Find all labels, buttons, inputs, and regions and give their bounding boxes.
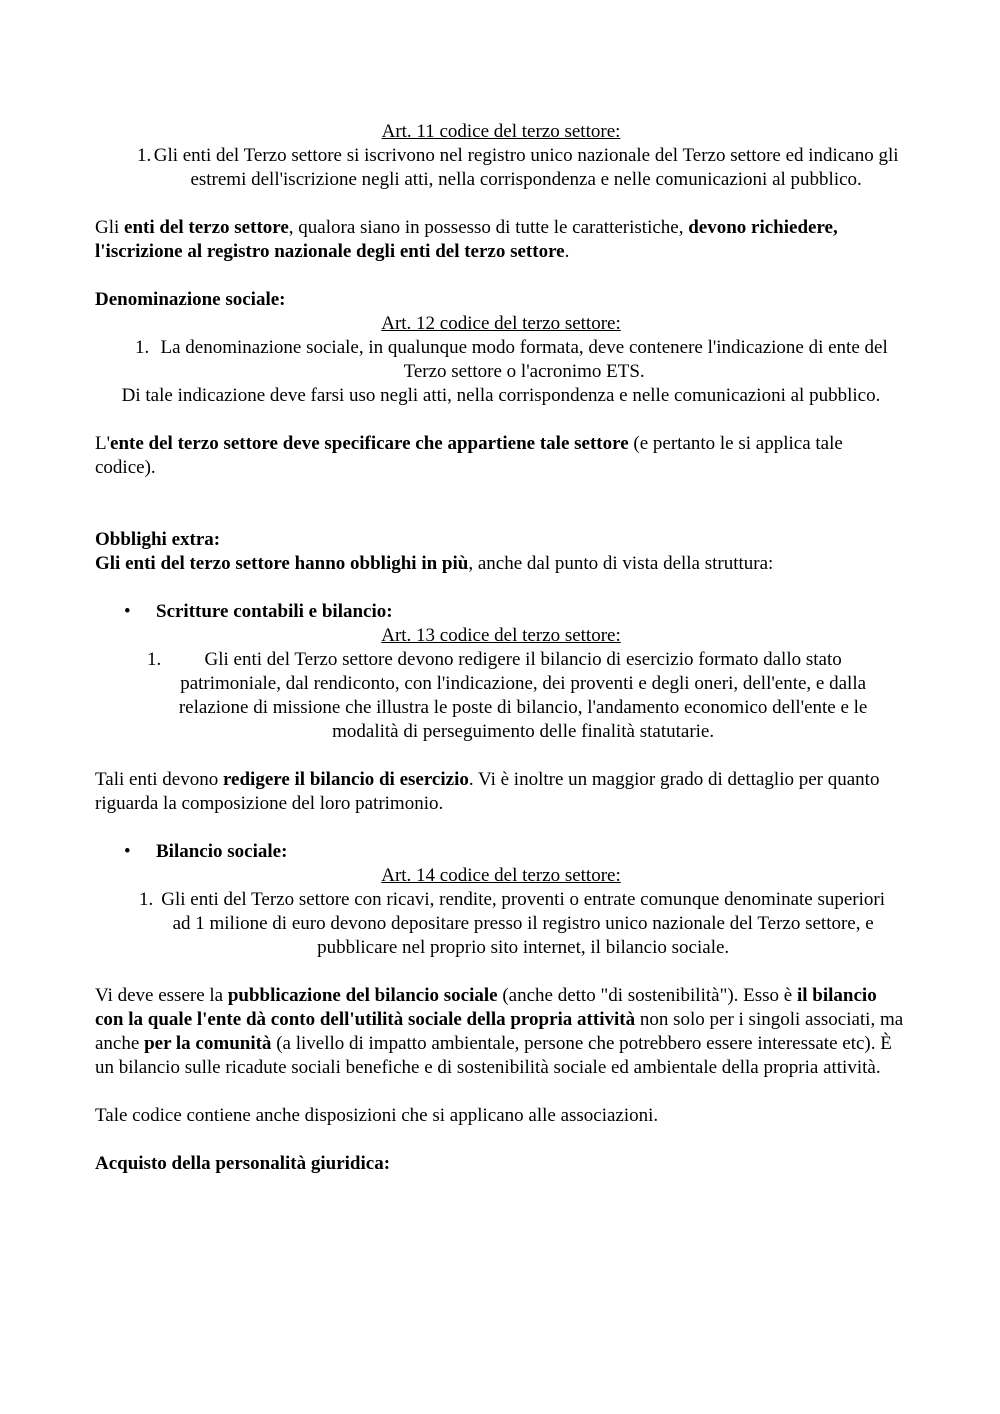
bold-run: ente del terzo settore deve specificare che appartiene tale settore [110, 433, 629, 454]
art12-item [95, 336, 907, 384]
bold-run: enti del terzo settore [124, 217, 289, 238]
art11-item [95, 144, 907, 192]
list-number: 1. [139, 889, 154, 910]
list-number: 1. [135, 337, 150, 358]
text-run: . [564, 241, 570, 262]
art12-text: La denominazione sociale, in qualunque modo formata, deve contenere l'indicazione di ente del Terzo settore o l'acronimo ETS. [160, 337, 888, 382]
text-run: L' [95, 433, 111, 454]
art14-heading: Art. 14 codice del terzo settore: [381, 865, 621, 886]
document-body [95, 120, 907, 1176]
text-run: non solo per i singoli associati, ma anche [95, 1009, 904, 1054]
text-run: , anche dal punto di vista della struttura: [468, 553, 774, 574]
text-run: (e pertanto le si applica tale codice). [95, 433, 843, 478]
text-run: Tali enti devono [95, 769, 223, 790]
list-number: 1. [137, 145, 152, 166]
bold-run: per la comunità [144, 1033, 272, 1054]
bullet-bilancio-sociale [95, 840, 907, 864]
art11-text: Gli enti del Terzo settore si iscrivono nel registro unico nazionale del Terzo settore ed indicano gli estremi dell'iscrizione negli atti, nella corrispondenza e nelle comunicazioni al pubblico. [153, 145, 899, 190]
bold-run: pubblicazione del bilancio sociale [227, 985, 498, 1006]
text-run: (a livello di impatto ambientale, persone che potrebbero essere interessate etc). È un bilancio sulle ricadute sociali benefiche e di sostenibilità sociale ed ambientale della propria attività. [95, 1033, 892, 1078]
bold-run: Gli enti del terzo settore hanno obblighi in più [95, 553, 469, 574]
text-run: . Vi è inoltre un maggior grado di dettaglio per quanto riguarda la composizione del loro patrimonio. [95, 769, 880, 814]
bullet-scritture [95, 600, 907, 624]
art13-text: Gli enti del Terzo settore devono redigere il bilancio di esercizio formato dallo stato patrimoniale, dal rendiconto, con l'indicazione, dei proventi e degli oneri, dell'ente, e dalla relazione di missione che illustra le poste di bilancio, l'andamento economico dell'ente e le modalità di perseguimento delle finalità statutarie. [178, 649, 868, 742]
art14-item [95, 888, 907, 960]
bold-run: il bilancio con la quale l'ente dà conto dell'utilità sociale della propria attività [95, 985, 877, 1030]
text-run: (anche detto "di sostenibilità"). Esso è [497, 985, 797, 1006]
art11-heading: Art. 11 codice del terzo settore: [381, 121, 621, 142]
art13-item [95, 648, 907, 744]
paragraph-obblighi [95, 552, 907, 576]
bullet-dot: • [124, 601, 131, 622]
paragraph-specificare [95, 432, 907, 480]
bold-run: devono richiedere, l'iscrizione al registro nazionale degli enti del terzo settore [95, 217, 838, 262]
section-title-obblighi: Obblighi extra: [95, 529, 221, 550]
art12-text-continued: Di tale indicazione deve farsi uso negli atti, nella corrispondenza e nelle comunicazioni al pubblico. [121, 385, 881, 406]
paragraph-bilancio-sociale [95, 984, 907, 1080]
bullet-dot: • [124, 841, 131, 862]
bold-run: redigere il bilancio di esercizio [222, 769, 469, 790]
bullet-title: Scritture contabili e bilancio: [156, 601, 393, 622]
list-number: 1. [147, 649, 162, 670]
section-title-acquisto: Acquisto della personalità giuridica: [95, 1153, 391, 1174]
paragraph-bilancio-esercizio [95, 768, 907, 816]
art12-heading: Art. 12 codice del terzo settore: [381, 313, 621, 334]
bullet-title: Bilancio sociale: [156, 841, 288, 862]
paragraph-iscrizione [95, 216, 907, 264]
art14-text: Gli enti del Terzo settore con ricavi, rendite, proventi o entrate comunque denominate superiori ad 1 milione di euro devono depositare presso il registro unico nazionale del Terzo settore, e pubblicare nel proprio sito internet, il bilancio sociale. [161, 889, 885, 958]
art13-heading: Art. 13 codice del terzo settore: [381, 625, 621, 646]
text-run: Vi deve essere la [95, 985, 228, 1006]
paragraph-associazioni: Tale codice contiene anche disposizioni che si applicano alle associazioni. [95, 1105, 659, 1126]
text-run: , qualora siano in possesso di tutte le caratteristiche, [288, 217, 689, 238]
section-title-denominazione: Denominazione sociale: [95, 289, 286, 310]
text-run: Gli [95, 217, 125, 238]
